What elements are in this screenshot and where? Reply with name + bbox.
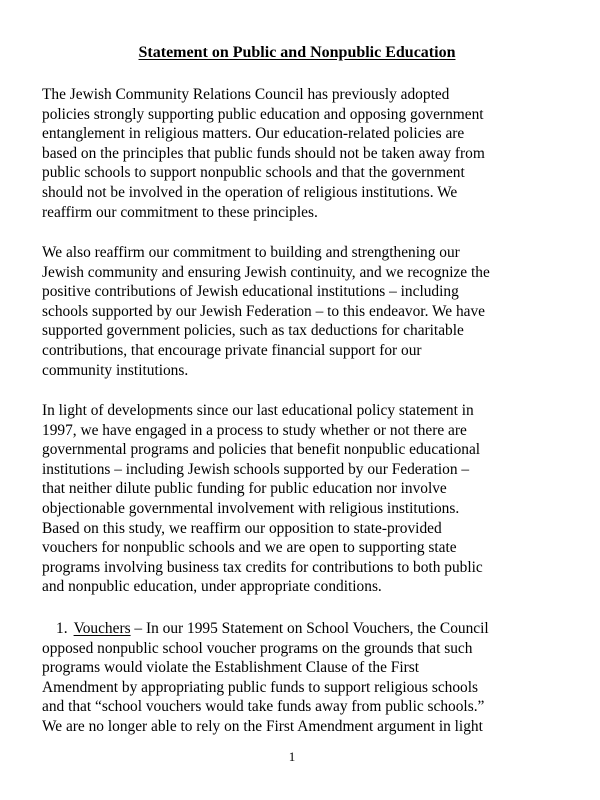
text-line: Amendment by appropriating public funds to support religious schools xyxy=(42,678,479,696)
text-line: objectionable governmental involvement with religious institutions. xyxy=(42,499,460,517)
text-line: opposed nonpublic school voucher programs on the grounds that such xyxy=(42,639,473,657)
document-title: Statement on Public and Nonpublic Education xyxy=(138,44,456,61)
list-item-first-line-text: – In our 1995 Statement on School Vouchers, the Council xyxy=(130,620,489,637)
text-line: The Jewish Community Relations Council has previously adopted xyxy=(42,86,450,103)
text-line: schools supported by our Jewish Federation – to this endeavor. We have xyxy=(42,302,486,320)
text-line: vouchers for nonpublic schools and we are open to supporting state xyxy=(42,539,457,557)
text-line: community institutions. xyxy=(42,361,189,379)
text-line: public schools to support nonpublic schools and that the government xyxy=(42,164,465,182)
list-item-number: 1. xyxy=(56,620,68,637)
text-line: Based on this study, we reaffirm our opposition to state-provided xyxy=(42,519,442,537)
text-line: We are no longer able to rely on the First Amendment argument in light xyxy=(42,717,483,735)
text-line: should not be involved in the operation of religious institutions. We xyxy=(42,183,458,201)
page-number: 1 xyxy=(288,749,296,764)
text-line: programs would violate the Establishment Clause of the First xyxy=(42,659,420,677)
paragraph-1 xyxy=(42,85,485,222)
text-line: programs involving business tax credits for contributions to both public xyxy=(42,558,483,576)
list-item-heading: Vouchers xyxy=(73,620,131,637)
text-line: In light of developments since our last educational policy statement in xyxy=(42,402,474,419)
text-line: supported government policies, such as tax deductions for charitable xyxy=(42,322,464,340)
text-line: Jewish community and ensuring Jewish continuity, and we recognize the xyxy=(42,263,490,281)
text-line: entanglement in religious matters. Our education-related policies are xyxy=(42,125,465,143)
text-line: We also reaffirm our commitment to building and strengthening our xyxy=(42,244,460,261)
text-line: policies strongly supporting public education and opposing government xyxy=(42,105,484,123)
text-line: that neither dilute public funding for public education nor involve xyxy=(42,480,447,498)
text-line: reaffirm our commitment to these principles. xyxy=(42,203,318,221)
paragraph-3 xyxy=(42,401,483,597)
text-line: 1997, we have engaged in a process to study whether or not there are xyxy=(42,421,467,439)
text-line: and nonpublic education, under appropriate conditions. xyxy=(42,578,382,596)
text-line: based on the principles that public funds should not be taken away from xyxy=(42,144,485,162)
text-line: institutions – including Jewish schools supported by our Federation – xyxy=(42,460,470,478)
text-line: positive contributions of Jewish educational institutions – including xyxy=(42,283,459,301)
list-item-first-line xyxy=(42,619,489,639)
numbered-list-item-vouchers xyxy=(42,619,489,737)
text-line: governmental programs and policies that benefit nonpublic educational xyxy=(42,441,481,459)
text-line: contributions, that encourage private financial support for our xyxy=(42,341,422,359)
text-line: and that “school vouchers would take funds away from public schools.” xyxy=(42,698,485,716)
paragraph-2 xyxy=(42,243,490,380)
